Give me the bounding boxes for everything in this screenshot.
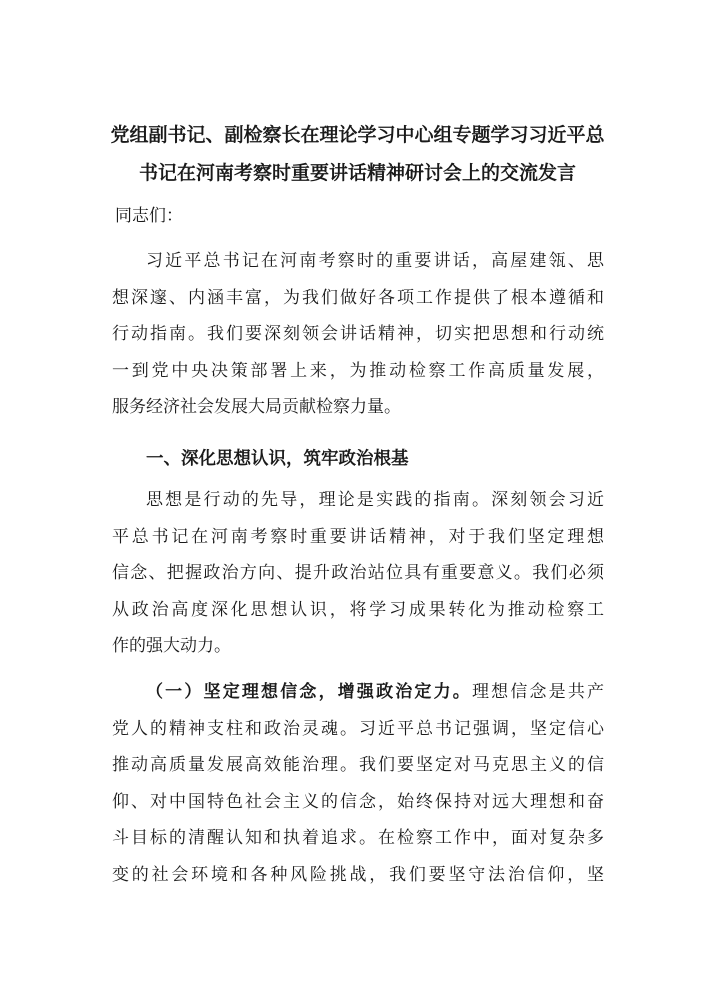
paragraph-line: 想深邃、内涵丰富，为我们做好各项工作提供了根本遵循和 — [112, 287, 604, 308]
paragraph-line: 一到党中央决策部署上来，为推动检察工作高质量发展， — [112, 360, 604, 381]
paragraph-line: 习近平总书记在河南考察时的重要讲话，高屋建瓴、思 — [146, 251, 604, 271]
paragraph-line: 作的强大动力。 — [112, 636, 231, 656]
paragraph-line: 从政治高度深化思想认识，将学习成果转化为推动检察工 — [112, 599, 604, 620]
intro-paragraph — [112, 243, 604, 426]
paragraph-line: 仰、对中国特色社会主义的信念，始终保持对远大理想和奋 — [112, 791, 604, 812]
section-heading: 一、深化思想认识，筑牢政治根基 — [146, 449, 409, 469]
paragraph-line: 变的社会环境和各种风险挑战，我们要坚守法治信仰，坚 — [112, 864, 604, 885]
title-line-1: 党组副书记、副检察长在理论学习中心组专题学习习近平总 — [110, 124, 605, 146]
salutation: 同志们： — [115, 206, 183, 226]
paragraph-line: 斗目标的清醒认知和执着追求。在检察工作中，面对复杂多 — [112, 828, 604, 848]
paragraph-line: 思想是行动的先导，理论是实践的指南。深刻领会习近 — [146, 490, 604, 510]
paragraph-line: 党人的精神支柱和政治灵魂。习近平总书记强调，坚定信心 — [112, 718, 604, 739]
subsection1-paragraph — [112, 674, 604, 893]
paragraph-line: 平总书记在河南考察时重要讲话精神，对于我们坚定理想 — [112, 526, 604, 547]
title-line-2: 书记在河南考察时重要讲话精神研讨会上的交流发言 — [138, 162, 576, 184]
paragraph-line: 信念、把握政治方向、提升政治站位具有重要意义。我们必须 — [112, 563, 604, 583]
paragraph-line-lead — [112, 674, 604, 711]
section1-paragraph — [112, 482, 604, 665]
paragraph-line: 服务经济社会发展大局贡献检察力量。 — [112, 397, 401, 417]
document-title — [100, 116, 615, 192]
paragraph-text: 理想信念是共产 — [471, 682, 605, 702]
paragraph-line: 行动指南。我们要深刻领会讲话精神，切实把思想和行动统 — [112, 324, 604, 344]
paragraph-line: 推动高质量发展高效能治理。我们要坚定对马克思主义的信 — [112, 755, 604, 775]
subsection-heading: （一）坚定理想信念，增强政治定力。 — [146, 682, 472, 702]
